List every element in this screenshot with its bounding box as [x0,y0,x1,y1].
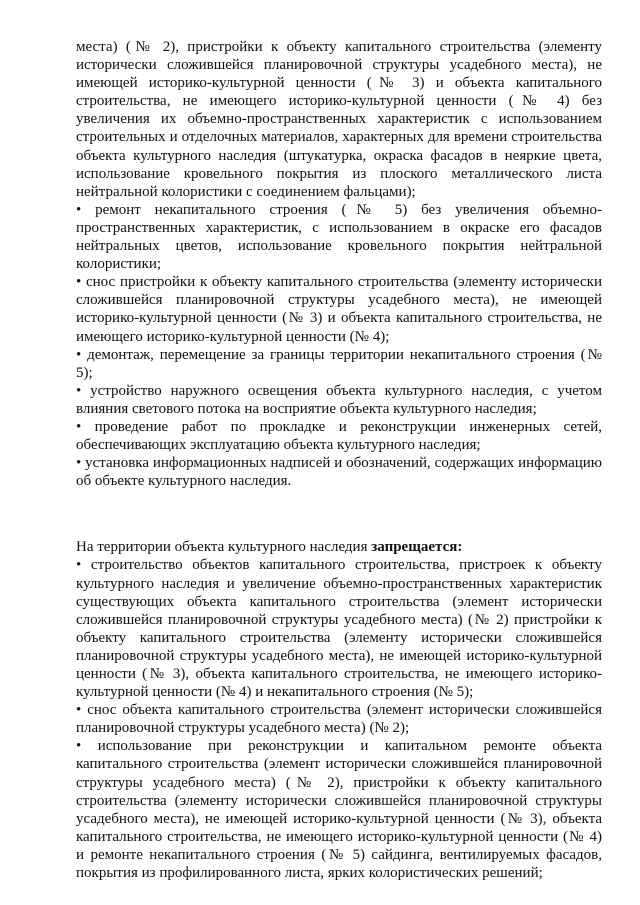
list-item: • строительство объектов капитального строительства, пристроек к объекту культурного наследия и увеличение объемно-пространственных характеристик существующих объекта капитального строительства (элемент исторически сложившейся планировочной структуры усадебного места) (№ 2) пристройки к объекту капитального строительства (элементу исторически сложившейся планировочной структуры усадебного места), не имеющей историко-культурной ценности (№ 3), объекта капитального строительства, не имеющего историко-культурной ценности (№ 4) и некапитального строения (№ 5); [76,557,602,701]
list-item: • демонтаж, перемещение за границы территории некапитального строения (№ 5); [76,346,602,381]
document-page [76,38,602,882]
list-item: • снос пристройки к объекту капитального строительства (элементу исторически сложившейся планировочной структуры усадебного места), не имеющей историко-культурной ценности (№ 3) и объекта капитального строительства, не имеющего историко-культурной ценности (№ 4); [76,274,602,345]
section-gap [76,490,602,538]
section-heading [76,538,602,556]
list-item: • снос объекта капитального строительства (элемент исторически сложившейся планировочной структуры усадебного места) (№ 2); [76,702,602,737]
heading-text: На территории объекта культурного наследия [76,539,372,556]
list-item: • использование при реконструкции и капитальном ремонте объекта капитального строительства (элемент исторически сложившейся планировочной структуры усадебного места) (№ 2), пристройки к объекту капитального строительства (элементу исторически сложившейся планировочной структуры усадебного места), не имеющей историко-культурной ценности (№ 3), объекта капитального строительства, не имеющего историко-культурной ценности (№ 4) и ремонте некапитального строения (№ 5) сайдинга, вентилируемых фасадов, покрытия из профилированного листа, ярких колористических решений; [76,738,602,882]
list-item: • ремонт некапитального строения (№ 5) без увеличения объемно-пространственных характеристик, с использованием в окраске его фасадов нейтральных цветов, использование кровельного покрытия нейтральной колористики; [76,201,602,273]
list-item: • устройство наружного освещения объекта культурного наследия, с учетом влияния светового потока на восприятие объекта культурного наследия; [76,382,602,417]
paragraph-continuation: места) (№ 2), пристройки к объекту капитального строительства (элементу исторически сложившейся планировочной структуры усадебного места), не имеющей историко-культурной ценности (№ 3) и объекта капитального строительства, не имеющего историко-культурной ценности (№ 4) без увеличения их объемно-пространственных характеристик с использованием строительных и отделочных материалов, характерных для времени строительства объекта культурного наследия (штукатурка, окраска фасадов в неяркие цвета, использование кровельного покрытия из плоского металлического листа нейтральной колористики с соединением фальцами); [76,39,602,200]
heading-emphasis: запрещается: [371,539,463,556]
list-item: • установка информационных надписей и обозначений, содержащих информацию об объекте культурного наследия. [76,455,602,490]
list-item: • проведение работ по прокладке и реконструкции инженерных сетей, обеспечивающих эксплуатацию объекта культурного наследия; [76,418,602,454]
